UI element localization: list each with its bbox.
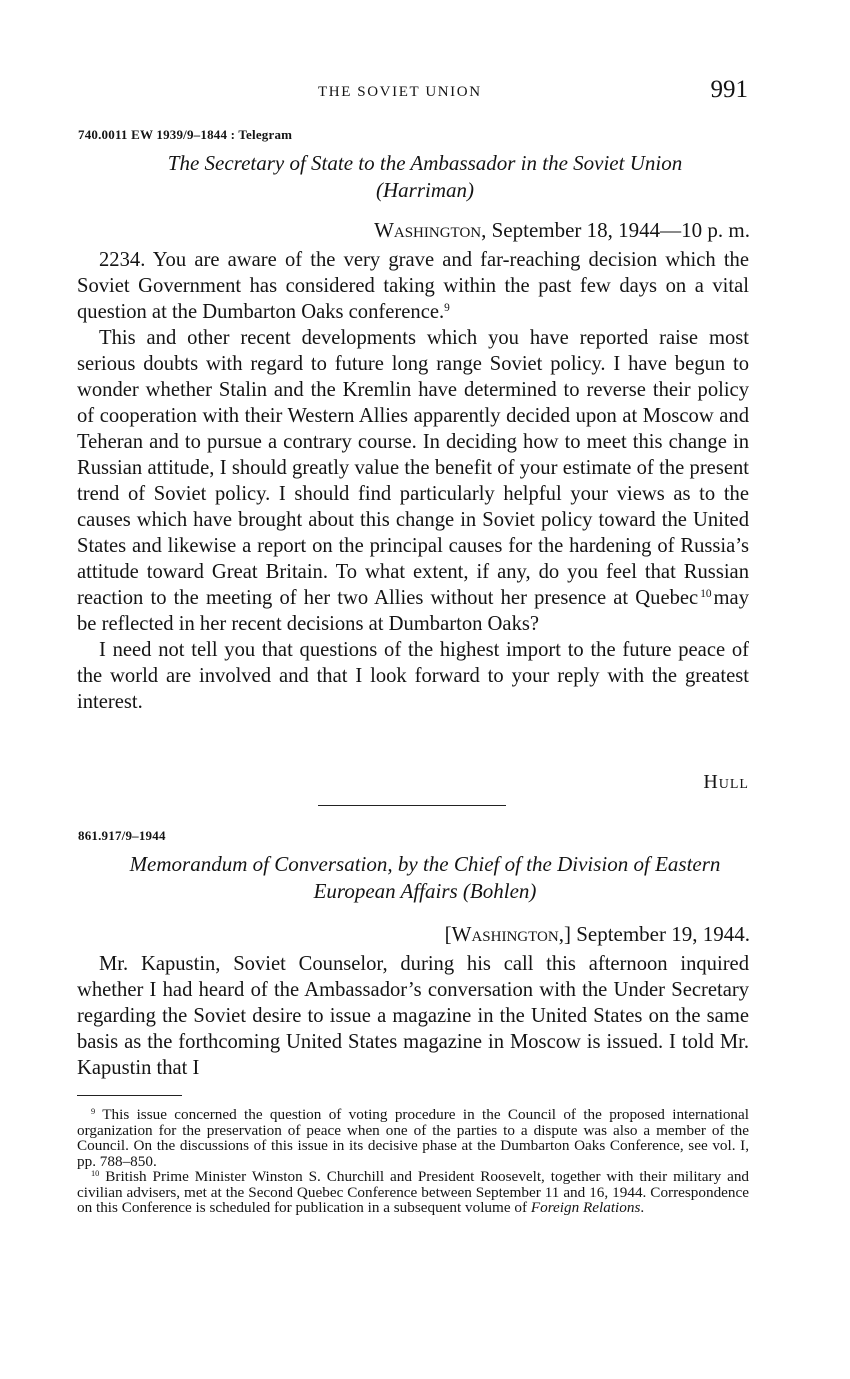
telegram-paragraph-1: [77, 247, 749, 325]
section-divider: [318, 805, 506, 806]
memorandum-dateline: [445, 922, 750, 947]
telegram-title-line1: The Secretary of State to the Ambassador in the Soviet Union: [167, 151, 683, 175]
telegram-signature: Hull: [703, 771, 749, 793]
footnotes: [77, 1107, 749, 1216]
telegram-title-line2: (Harriman): [376, 178, 474, 202]
telegram-paragraph-3: I need not tell you that questions of the highest import to the future peace of the world are involved and that I look forward to your reply with the greatest interest.: [77, 639, 749, 713]
footnote-10-italic-title: Foreign Relations: [530, 1199, 641, 1216]
footnote-9: [77, 1107, 749, 1169]
telegram-paragraph-2: [77, 325, 749, 637]
footnote-10-end: .: [640, 1199, 645, 1216]
telegram-paragraph-2-text: This and other recent developments which you have reported raise most serious doubts with regard to future long range Soviet policy. I have begun to wonder whether Stalin and the Kremlin have determined to reverse their policy of cooperation with their Western Allies apparently decided upon at Moscow and Teheran and to pursue a contrary course. In deciding how to meet this change in Russian attitude, I should greatly value the benefit of your estimate of the present trend of Soviet policy. I should find particularly helpful your views as to the causes which have brought about this change in Soviet policy toward the United States and likewise a report on the principal causes for the hardening of Russia’s attitude toward Great Britain. To what extent, if any, do you feel that Russian reaction to the meeting of her two Allies without her presence at Quebec: [77, 327, 749, 609]
telegram-dateline-place: Washington: [374, 218, 482, 242]
memorandum-dateline-date: ,] September 19, 1944.: [558, 922, 750, 946]
page-number: 991: [710, 76, 748, 103]
memorandum-dateline-bracket: [: [444, 922, 452, 946]
telegram-paragraph-2-end: may be reflected in her recent decisions at Dumbarton Oaks?: [77, 587, 749, 635]
footnote-9-text: This issue concerned the question of voting procedure in the Council of the proposed international organization for the preservation of peace when one of the parties to a dispute was also a member of the Council. On the discussions of this issue in its decisive phase at the Dumbarton Oaks Conference, see vol. I, pp. 788–850.: [77, 1106, 749, 1170]
footnote-rule: [77, 1095, 182, 1096]
memorandum-title: [60, 851, 790, 905]
telegram-dateline-date: , September 18, 1944—10 p. m.: [481, 218, 750, 242]
telegram-dateline: [374, 218, 750, 243]
footnote-10-text: British Prime Minister Winston S. Churchill and President Roosevelt, together with their military and civilian advisers, met at the Second Quebec Conference between September 11 and 16, 1944. Correspondence on this Conference is scheduled for publication in a subsequent volume of: [77, 1168, 750, 1216]
memorandum-file-number: 861.917/9–1944: [78, 828, 166, 843]
memorandum-paragraph-1: Mr. Kapustin, Soviet Counselor, during his call this afternoon inquired whether I had heard of the Ambassador’s conversation with the Under Secretary regarding the Soviet desire to issue a magazine in the United States on the same basis as the forthcoming United States magazine in Moscow is issued. I told Mr. Kapustin that I: [77, 953, 749, 1079]
footnote-9-marker: 9: [91, 1106, 96, 1116]
telegram-title: [60, 150, 790, 204]
memorandum-body: [77, 951, 749, 1081]
memorandum-dateline-place: Washington: [451, 922, 559, 946]
footnote-10: [77, 1169, 749, 1216]
running-header-title: THE SOVIET UNION: [318, 84, 482, 100]
footnote-ref-9: 9: [444, 302, 450, 315]
memorandum-title-line2: European Affairs (Bohlen): [313, 879, 537, 903]
footnote-10-marker: 10: [91, 1168, 100, 1178]
memorandum-title-line1: Memorandum of Conversation, by the Chief of the Division of Eastern: [129, 852, 721, 876]
telegram-file-number: 740.0011 EW 1939/9–1844 : Telegram: [78, 127, 293, 142]
footnote-ref-10: 10: [700, 588, 712, 601]
telegram-body: [77, 247, 749, 715]
telegram-paragraph-1-text: 2234. You are aware of the very grave and far-reaching decision which the Soviet Government has considered taking within the past few days on a vital question at the Dumbarton Oaks conference.: [77, 249, 749, 323]
